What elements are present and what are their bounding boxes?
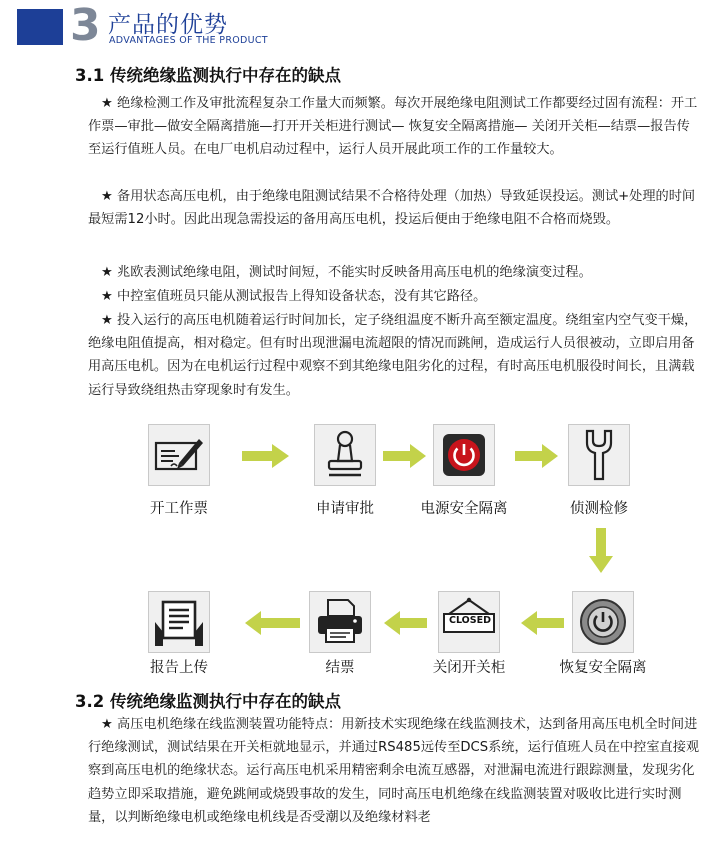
step-label-5: 恢复安全隔离 — [559, 660, 647, 676]
step-label-4: 侦测检修 — [570, 501, 628, 517]
power-off-red-icon — [434, 425, 494, 485]
section-1-paragraph-1: ★ 绝缘检测工作及审批流程复杂工作量大而频繁。每次开展绝缘电阻测试工作都要经过固有流程：开工作票—审批—做安全隔离措施—打开开关柜进行测试— 恢复安全隔离措施— 关闭开关柜—结票—报告传至运行值班人员。在电厂电机启动过程中，运行人员开展此项工作的工作量较大。 — [88, 96, 698, 158]
section-1-paragraph-5: ★ 投入运行的高压电机随着运行时间加长，定子绕组温度不断升高至额定温度。绕组室内空气变干燥，绝缘电阻值提高，相对稳定。但有时出现泄漏电流超限的情况而跳闸，造成运行人员很被动，立即启用备用高压电机。因为在电机运行过程中观察不到其绝缘电阻劣化的过程，有时高压电机服役时间长，且满载运行导致绕组热击穿现象时有发生。 — [88, 313, 698, 398]
section-1-paragraph-2: ★ 备用状态高压电机，由于绝缘电阻测试结果不合格待处理（加热）导致延误投运。测试+处理的时间最短需12小时。因此出现急需投运的备用高压电机，投运后便由于绝缘电阻不合格而烧毁。 — [88, 189, 696, 228]
arrow-right-3 — [515, 443, 559, 469]
closed-sign-text: CLOSED — [449, 615, 491, 626]
arrow-left-1 — [520, 610, 564, 636]
arrow-right-1 — [242, 443, 290, 469]
step-inspect-repair-box — [568, 424, 630, 486]
wrench-icon — [569, 425, 629, 485]
step-label-8: 报告上传 — [150, 660, 208, 676]
section-1-paragraph-4: ★ 中控室值班员只能从测试报告上得知设备状态，没有其它路径。 — [101, 289, 487, 304]
report-upload-icon — [149, 592, 209, 652]
header-blue-bar — [17, 9, 63, 45]
step-label-6: 关闭开关柜 — [432, 660, 506, 676]
ticket-pen-icon — [149, 425, 209, 485]
step-approval-box — [314, 424, 376, 486]
step-report-upload-box — [148, 591, 210, 653]
arrow-left-2 — [383, 610, 427, 636]
power-off-gray-icon — [573, 592, 633, 652]
section-2-paragraph-1: ★ 高压电机绝缘在线监测装置功能特点：用新技术实现绝缘在线监测技术，达到备用高压电机全时间进行绝缘测试，测试结果在开关柜就地显示，并通过RS485远传至DCS系统，运行值班人员在中控室直接观察到高压电机的绝缘状态。运行高压电机采用精密剩余电流互感器，对泄漏电流进行跟踪测量，发现劣化趋势立即采取措施，避免跳闸或烧毁事故的发生，同时高压电机绝缘在线监测装置对吸收比进行实时测量，以判断绝缘电机或绝缘电机线是否受潮以及绝缘材料老 — [88, 717, 700, 825]
step-label-7: 结票 — [325, 660, 355, 676]
header-number: 3 — [70, 0, 101, 51]
step-open-ticket-box — [148, 424, 210, 486]
stamp-icon — [315, 425, 375, 485]
arrow-down — [588, 528, 614, 574]
step-close-cabinet-box — [438, 591, 500, 653]
arrow-left-3 — [244, 610, 300, 636]
step-label-1: 开工作票 — [150, 501, 208, 517]
step-power-isolation-box — [433, 424, 495, 486]
step-label-2: 申请审批 — [316, 501, 374, 517]
header-subtitle: ADVANTAGES OF THE PRODUCT — [109, 35, 268, 46]
section-header — [0, 0, 705, 52]
section-1-title: 3.1 传统绝缘监测执行中存在的缺点 — [75, 66, 341, 85]
step-close-ticket-box — [309, 591, 371, 653]
arrow-right-2 — [383, 443, 427, 469]
section-2-title: 3.2 传统绝缘监测执行中存在的缺点 — [75, 692, 341, 711]
step-restore-isolation-box — [572, 591, 634, 653]
step-label-3: 电源安全隔离 — [420, 501, 508, 517]
section-1-paragraph-3: ★ 兆欧表测试绝缘电阻，测试时间短，不能实时反映备用高压电机的绝缘演变过程。 — [101, 265, 592, 280]
printer-icon — [310, 592, 370, 652]
header-title: 产品的优势 — [108, 12, 228, 38]
